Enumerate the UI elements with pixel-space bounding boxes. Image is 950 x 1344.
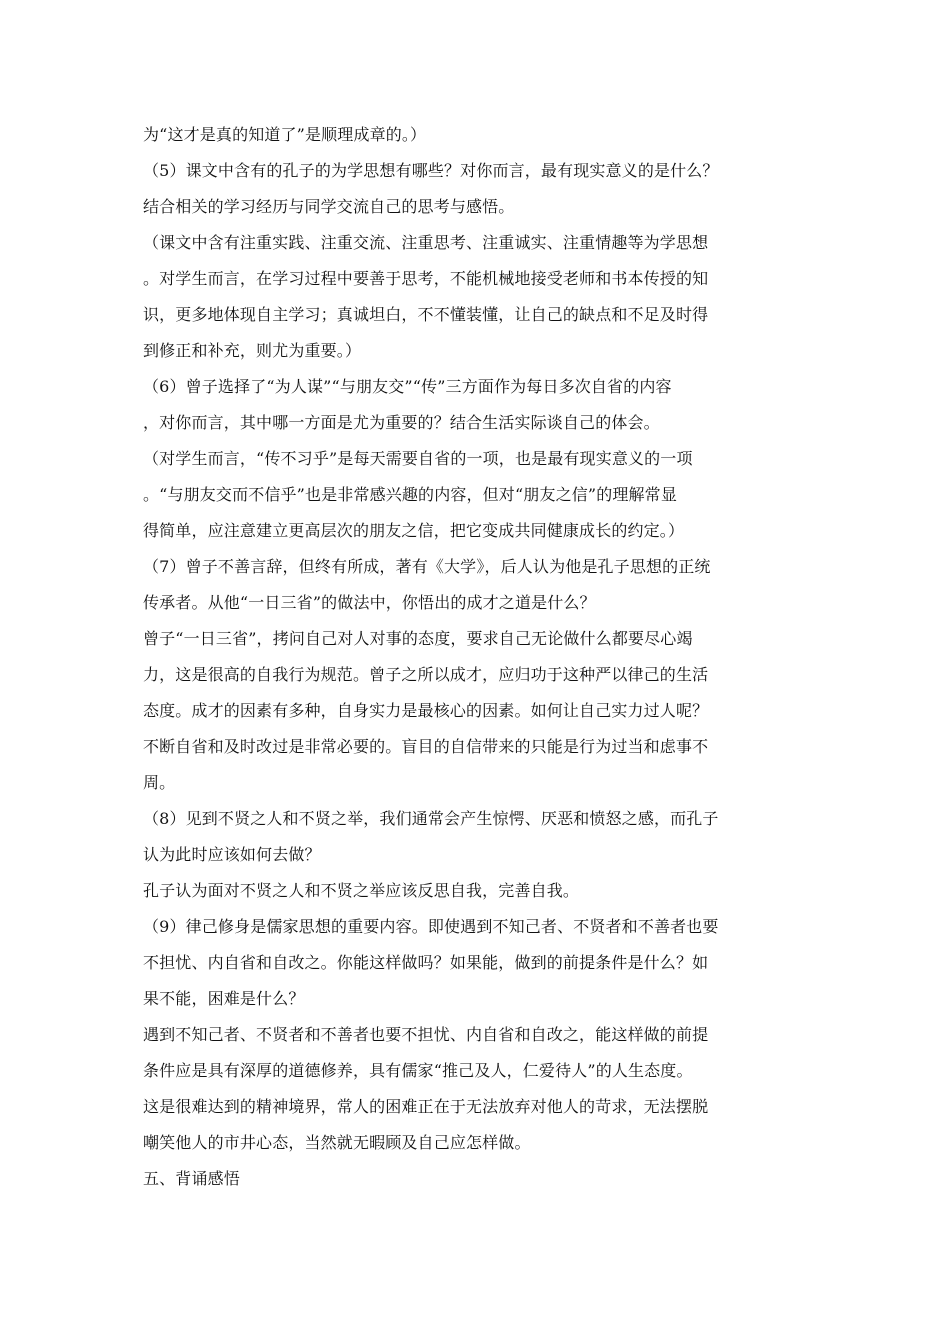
text-line: 为“这才是真的知道了”是顺理成章的。）: [143, 125, 427, 144]
text-line: 识，更多地体现自主学习；真诚坦白，不不懂装懂，让自己的缺点和不足及时得: [143, 305, 709, 324]
text-line: 到修正和补充，则尤为重要。）: [143, 341, 362, 360]
text-line: 结合相关的学习经历与同学交流自己的思考与感悟。: [143, 197, 515, 216]
question-7: （7）曾子不善言辞，但终有所成，著有《大学》，后人认为他是孔子思想的正统: [143, 557, 711, 576]
section-heading: 五、背诵感悟: [143, 1169, 240, 1188]
text-line: 。“与朋友交而不信乎”也是非常感兴趣的内容，但对“朋友之信”的理解常显: [143, 485, 677, 504]
text-line: 条件应是具有深厚的道德修养，具有儒家“推己及人，仁爱待人”的人生态度。: [143, 1061, 693, 1080]
question-6: （6）曾子选择了“为人谋”“与朋友交”“传”三方面作为每日多次自省的内容: [143, 377, 672, 396]
text-line: 不断自省和及时改过是非常必要的。盲目的自信带来的只能是行为过当和虑事不: [143, 737, 709, 756]
answer-7: 曾子“一日三省”，拷问自己对人对事的态度，要求自己无论做什么都要尽心竭: [143, 629, 693, 648]
answer-9: 遇到不知己者、不贤者和不善者也要不担忧、内自省和自改之，能这样做的前提: [143, 1025, 709, 1044]
text-line: 认为此时应该如何去做？: [143, 845, 321, 864]
question-9: （9）律己修身是儒家思想的重要内容。即使遇到不知己者、不贤者和不善者也要: [143, 917, 719, 936]
text-line: 传承者。从他“一日三省”的做法中，你悟出的成才之道是什么？: [143, 593, 596, 612]
text-line: 果不能，困难是什么？: [143, 989, 305, 1008]
answer-5: （课文中含有注重实践、注重交流、注重思考、注重诚实、注重情趣等为学思想: [143, 233, 709, 252]
question-5: （5）课文中含有的孔子的为学思想有哪些？对你而言，最有现实意义的是什么？: [143, 161, 719, 180]
question-8: （8）见到不贤之人和不贤之举，我们通常会产生惊愕、厌恶和愤怒之感，而孔子: [143, 809, 719, 828]
text-line: 周。: [143, 773, 176, 792]
text-line: 这是很难达到的精神境界，常人的困难正在于无法放弃对他人的苛求，无法摆脱: [143, 1097, 709, 1116]
text-line: 得简单，应注意建立更高层次的朋友之信，把它变成共同健康成长的约定。）: [143, 521, 685, 540]
text-line: 。对学生而言，在学习过程中要善于思考，不能机械地接受老师和书本传授的知: [143, 269, 709, 288]
answer-8: 孔子认为面对不贤之人和不贤之举应该反思自我，完善自我。: [143, 881, 580, 900]
text-line: 嘲笑他人的市井心态，当然就无暇顾及自己应怎样做。: [143, 1133, 531, 1152]
text-line: 态度。成才的因素有多种，自身实力是最核心的因素。如何让自己实力过人呢？: [143, 701, 709, 720]
document-body: [143, 117, 808, 1197]
answer-6: （对学生而言，“传不习乎”是每天需要自省的一项，也是最有现实意义的一项: [143, 449, 693, 468]
text-line: 不担忧、内自省和自改之。你能这样做吗？如果能，做到的前提条件是什么？如: [143, 953, 709, 972]
text-line: ，对你而言，其中哪一方面是尤为重要的？结合生活实际谈自己的体会。: [143, 413, 660, 432]
text-line: 力，这是很高的自我行为规范。曾子之所以成才，应归功于这种严以律己的生活: [143, 665, 709, 684]
